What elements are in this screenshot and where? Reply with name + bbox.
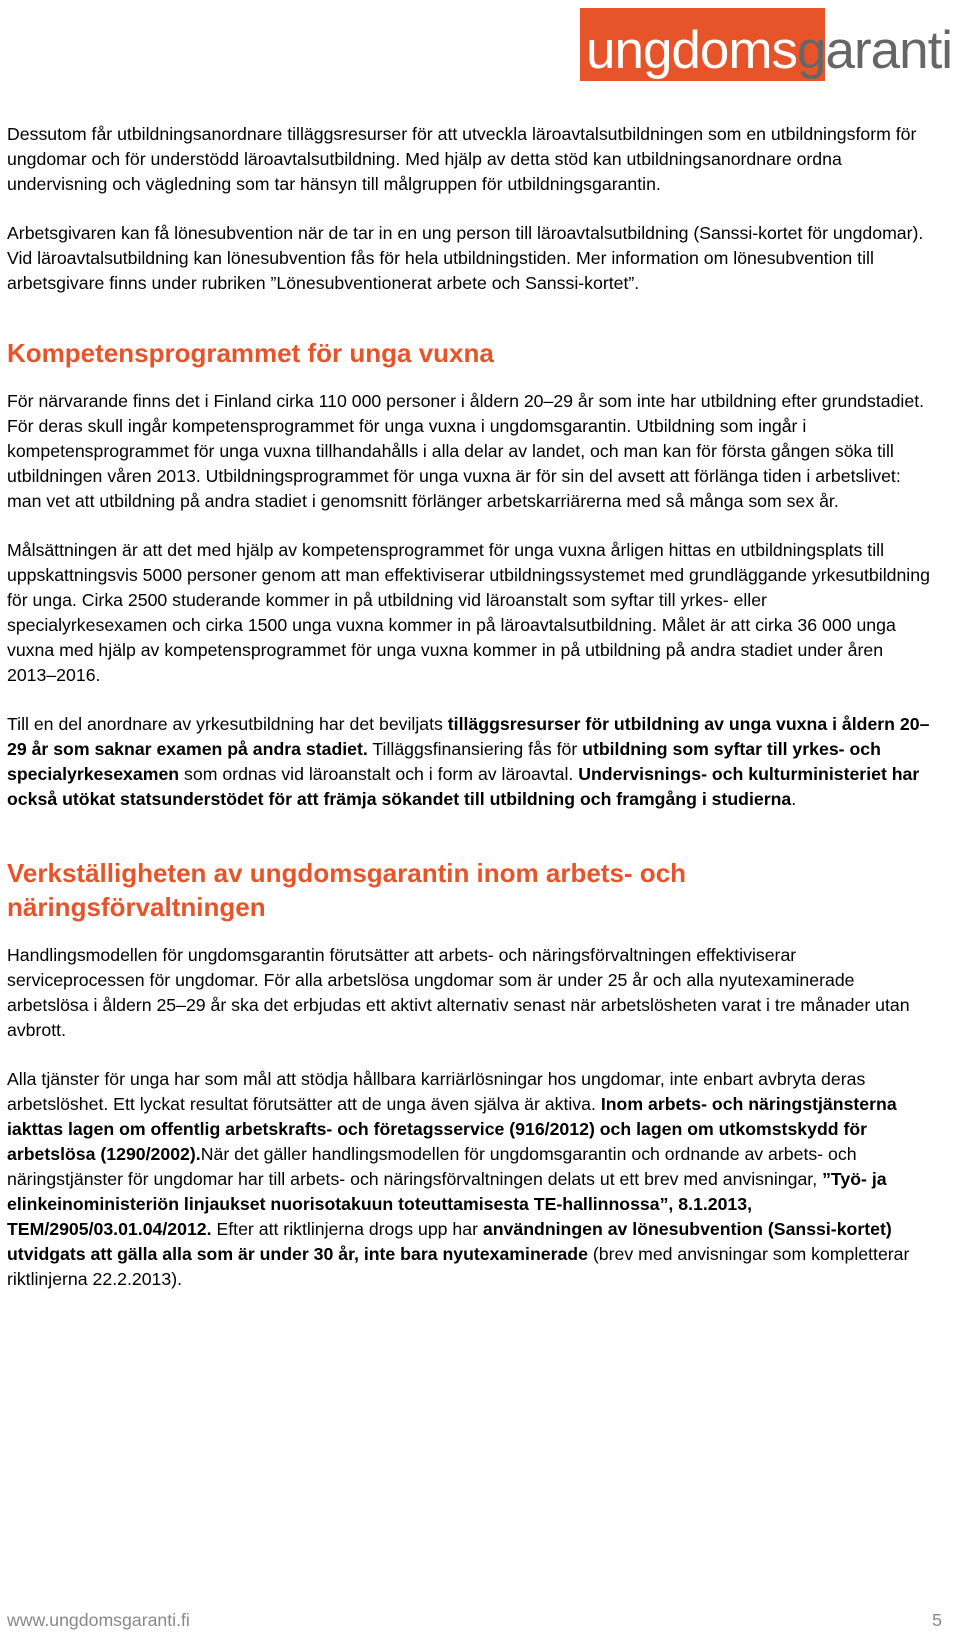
intro-paragraph-1: Dessutom får utbildningsanordnare tilläggsresurser för att utveckla läroavtalsutbildningen som en utbildningsform för ungdomar och för understödd läroavtalsutbildning. Med hjälp av detta stöd kan utbildningsanordnare ordna undervisning och vägledning som tar hänsyn till målgruppen för utbildningsgarantin. — [7, 124, 917, 194]
section1-paragraph-1: För närvarande finns det i Finland cirka 110 000 personer i åldern 20–29 år som inte har utbildning efter grundstadiet. För deras skull ingår kompetensprogrammet för unga vuxna i ungdomsgarantin. Utbildning som ingår i kompetensprogrammet för unga vuxna tillhandahålls i alla delar av landet, och man kan för första gången söka till utbildningen våren 2013. Utbildningsprogrammet för unga vuxna är för sin del avsett att förlänga tiden i arbetslivet: man vet att utbildning på andra stadiet i genomsnitt förlänger arbetskarriärerna med så många som sex år. — [7, 391, 925, 511]
footer-url: www.ungdomsgaranti.fi — [7, 1610, 190, 1630]
section2-paragraph-1: Handlingsmodellen för ungdomsgarantin förutsätter att arbets- och näringsförvaltningen effektiviserar serviceprocessen för ungdomar. För alla arbetslösa ungdomar som är under 25 år och alla nyutexaminerade arbetslösa i åldern 25–29 år ska det erbjudas ett aktivt alternativ senast när arbetslösheten varat i tre månader utan avbrott. — [7, 945, 910, 1040]
document-body — [7, 122, 931, 1316]
logo-text-part1: ungdoms — [586, 21, 798, 80]
section1-p3-bold-1: tilläggsresurser för utbildning av unga vuxna i åldern 20–29 år som saknar examen på andra stadiet. — [7, 714, 930, 759]
section2-p2-text-3: Efter att riktlinjerna drogs upp har — [211, 1219, 483, 1239]
section1-paragraph-3 — [7, 712, 931, 812]
section2-p2-bold-3: användningen av lönesubvention (Sanssi-kortet) utvidgats att gälla alla som är under 30 år, inte bara nyutexaminerade — [7, 1219, 892, 1264]
section1-paragraph-2: Målsättningen är att det med hjälp av kompetensprogrammet för unga vuxna årligen hittas en utbildningsplats till uppskattningsvis 5000 personer genom att man effektiviserar utbildningssystemet med grundläggande yrkesutbildning för unga. Cirka 2500 studerande kommer in på utbildning vid läroanstalt som syftar till yrkes- eller specialyrkesexamen och cirka 1500 unga vuxna kommer in på läroavtalsutbildning. Målet är att cirka 36 000 unga vuxna med hjälp av kompetensprogrammet för unga vuxna kommer in på utbildning på andra stadiet under åren 2013–2016. — [7, 540, 930, 685]
ungdomsgaranti-logo — [580, 8, 960, 90]
logo-text — [586, 21, 953, 80]
section1-p3-text-3: som ordnas vid läroanstalt och i form av läroavtal. — [179, 764, 579, 784]
intro-paragraph-2: Arbetsgivaren kan få lönesubvention när de tar in en ung person till läroavtalsutbildning (Sanssi-kortet för ungdomar). Vid läroavtalsutbildning kan lönesubvention fås för hela utbildningstiden. Mer information om lönesubvention till arbetsgivare finns under rubriken ”Lönesubventionerat arbete och Sanssi-kortet”. — [7, 223, 924, 293]
section2-p2-text-1: Alla tjänster för unga har som mål att stödja hållbara karriärlösningar hos ungdomar, inte enbart avbryta deras arbetslöshet. Ett lyckat resultat förutsätter att de unga även själva är aktiva. — [7, 1069, 866, 1114]
section2-p2-text-4: (brev med anvisningar som kompletterar riktlinjerna 22.2.2013). — [7, 1244, 910, 1289]
section2-p2-bold-2: ”Työ- ja elinkeinoministeriön linjaukset nuorisotakuun toteuttamisesta TE-hallinnossa”, 8.1.2013, TEM/2905/03.01.04/2012. — [7, 1169, 887, 1239]
section2-p2-bold-1: Inom arbets- och näringstjänsterna iakttas lagen om offentlig arbetskrafts- och företagsservice (916/2012) och lagen om utkomstskydd för arbetslösa (1290/2002). — [7, 1094, 897, 1164]
section2-paragraph-2 — [7, 1067, 931, 1292]
section-heading-kompetensprogrammet: Kompetensprogrammet för unga vuxna — [7, 338, 494, 368]
section1-p3-bold-2: utbildning som syftar till yrkes- och specialyrkesexamen — [7, 739, 881, 784]
section1-p3-bold-3: Undervisnings- och kulturministeriet har också utökat statsunderstödet för att främja sökandet till utbildning och framgång i studierna — [7, 764, 920, 809]
section-heading-verkstalligheten: Verkställigheten av ungdomsgarantin inom arbets- och näringsförvaltningen — [7, 858, 687, 922]
section1-p3-text-2: Tilläggsfinansiering fås för — [367, 739, 583, 759]
section1-p3-text-4: . — [791, 789, 797, 809]
page-number: 5 — [932, 1610, 942, 1630]
section2-p2-text-2: När det gäller handlingsmodellen för ungdomsgarantin och ordnande av arbets- och näringstjänster för ungdomar har till arbets- och näringsförvaltningen delats ut ett brev med anvisningar, — [7, 1144, 857, 1189]
section1-p3-text-1: Till en del anordnare av yrkesutbildning har det beviljats — [7, 714, 448, 734]
logo-text-part2: garanti — [797, 21, 953, 80]
